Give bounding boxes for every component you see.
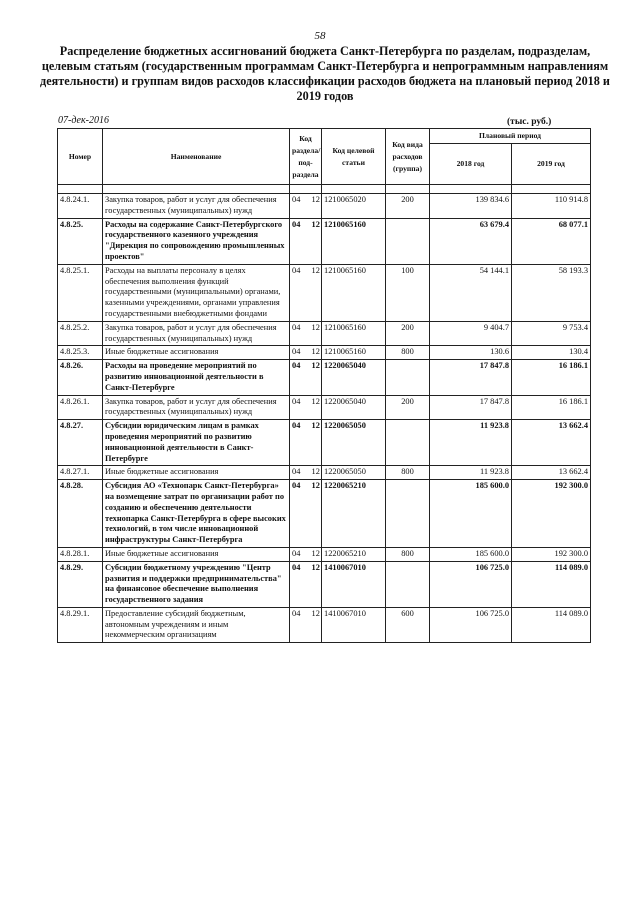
cell-y2019: 16 186.1: [512, 360, 591, 395]
cell-y2019: 192 300.0: [512, 547, 591, 561]
cell-y2018: 185 600.0: [430, 480, 512, 548]
document-date: 07-дек-2016: [58, 115, 109, 126]
cell-name: Расходы на проведение мероприятий по развитию инновационной деятельности в Санкт-Петербурге: [103, 360, 290, 395]
cell-csr: 1220065050: [322, 466, 386, 480]
cell-name: Субсидии бюджетному учреждению "Центр развития и поддержки предпринимательства" на финансовое обеспечение выполнения государственного задания: [103, 561, 290, 607]
cell-csr: 1210065160: [322, 321, 386, 346]
cell-y2018: 106 725.0: [430, 561, 512, 607]
cell-vr: 100: [386, 264, 430, 321]
cell-vr: [386, 218, 430, 264]
col-header-2019: 2019 год: [512, 144, 591, 185]
table-row: [58, 194, 591, 219]
col-header-period: Плановый период: [430, 129, 591, 144]
cell-razdel: 04: [290, 218, 310, 264]
cell-csr: 1210065160: [322, 218, 386, 264]
cell-y2019: 58 193.3: [512, 264, 591, 321]
cell-name: Закупка товаров, работ и услуг для обеспечения государственных (муниципальных) нужд: [103, 321, 290, 346]
table-row: [58, 547, 591, 561]
table-row: [58, 480, 591, 548]
cell-y2019: 130.4: [512, 346, 591, 360]
cell-csr: 1410067010: [322, 607, 386, 642]
cell-vr: [386, 561, 430, 607]
cell-y2018: 185 600.0: [430, 547, 512, 561]
cell-vr: 800: [386, 346, 430, 360]
cell-y2019: 192 300.0: [512, 480, 591, 548]
cell-vr: 200: [386, 395, 430, 420]
cell-num: 4.8.28.1.: [58, 547, 103, 561]
table-row: [58, 264, 591, 321]
cell-razdel: 04: [290, 420, 310, 466]
cell-razdel: 04: [290, 264, 310, 321]
col-header-razdel: Код раздела/ под- раздела: [290, 129, 322, 185]
cell-csr: 1210065160: [322, 264, 386, 321]
cell-num: 4.8.26.: [58, 360, 103, 395]
cell-vr: 200: [386, 194, 430, 219]
cell-vr: [386, 480, 430, 548]
cell-num: 4.8.27.: [58, 420, 103, 466]
col-header-name: Наименование: [103, 129, 290, 185]
cell-podrazdel: 12: [310, 547, 322, 561]
cell-razdel: 04: [290, 607, 310, 642]
cell-num: 4.8.25.: [58, 218, 103, 264]
cell-razdel: 04: [290, 466, 310, 480]
cell-podrazdel: 12: [310, 264, 322, 321]
table-row: [58, 395, 591, 420]
col-header-2018: 2018 год: [430, 144, 512, 185]
cell-y2019: 114 089.0: [512, 561, 591, 607]
cell-podrazdel: 12: [310, 466, 322, 480]
cell-num: 4.8.26.1.: [58, 395, 103, 420]
table-row: [58, 360, 591, 395]
cell-num: 4.8.25.3.: [58, 346, 103, 360]
cell-vr: [386, 420, 430, 466]
col-header-vr: Код вида расходов (группа): [386, 129, 430, 185]
cell-name: Закупка товаров, работ и услуг для обеспечения государственных (муниципальных) нужд: [103, 395, 290, 420]
cell-name: Предоставление субсидий бюджетным, автономным учреждениям и иным некоммерческим организациям: [103, 607, 290, 642]
budget-table: [57, 128, 591, 643]
cell-y2019: 68 077.1: [512, 218, 591, 264]
cell-razdel: 04: [290, 321, 310, 346]
cell-podrazdel: 12: [310, 561, 322, 607]
cell-csr: 1220065210: [322, 547, 386, 561]
table-row: [58, 346, 591, 360]
cell-y2018: 106 725.0: [430, 607, 512, 642]
cell-y2018: 9 404.7: [430, 321, 512, 346]
table-row: [58, 321, 591, 346]
cell-y2018: 17 847.8: [430, 360, 512, 395]
table-row: [58, 218, 591, 264]
cell-razdel: 04: [290, 547, 310, 561]
cell-vr: 200: [386, 321, 430, 346]
cell-podrazdel: 12: [310, 395, 322, 420]
cell-podrazdel: 12: [310, 321, 322, 346]
cell-razdel: 04: [290, 395, 310, 420]
cell-y2018: 17 847.8: [430, 395, 512, 420]
cell-name: Иные бюджетные ассигнования: [103, 547, 290, 561]
cell-csr: 1220065040: [322, 360, 386, 395]
col-header-num: Номер: [58, 129, 103, 185]
table-row: [58, 420, 591, 466]
cell-num: 4.8.25.1.: [58, 264, 103, 321]
cell-num: 4.8.24.1.: [58, 194, 103, 219]
cell-csr: 1210065160: [322, 346, 386, 360]
cell-y2019: 114 089.0: [512, 607, 591, 642]
cell-num: 4.8.29.: [58, 561, 103, 607]
cell-y2019: 13 662.4: [512, 466, 591, 480]
cell-num: 4.8.25.2.: [58, 321, 103, 346]
cell-num: 4.8.28.: [58, 480, 103, 548]
cell-vr: 800: [386, 466, 430, 480]
cell-y2019: 110 914.8: [512, 194, 591, 219]
units-label: (тыс. руб.): [507, 117, 552, 127]
cell-csr: 1220065050: [322, 420, 386, 466]
cell-name: Иные бюджетные ассигнования: [103, 346, 290, 360]
cell-y2018: 11 923.8: [430, 466, 512, 480]
cell-podrazdel: 12: [310, 360, 322, 395]
header-spacer-row: [58, 185, 591, 194]
cell-name: Субсидии юридическим лицам в рамках проведения мероприятий по развитию инновационной деятельности в Санкт-Петербурге: [103, 420, 290, 466]
cell-csr: 1220065210: [322, 480, 386, 548]
table-row: [58, 561, 591, 607]
cell-podrazdel: 12: [310, 194, 322, 219]
cell-csr: 1410067010: [322, 561, 386, 607]
cell-vr: 600: [386, 607, 430, 642]
cell-podrazdel: 12: [310, 218, 322, 264]
cell-razdel: 04: [290, 194, 310, 219]
cell-y2019: 16 186.1: [512, 395, 591, 420]
cell-podrazdel: 12: [310, 607, 322, 642]
document-title: Распределение бюджетных ассигнований бюджета Санкт-Петербурга по разделам, подразделам, целевым статьям (государственным программам Санкт-Петербурга и непрограммным направлениям деятельности) и группам видов расходов классификации расходов бюджета на плановый период 2018 и 2019 годов: [40, 44, 610, 103]
cell-name: Закупка товаров, работ и услуг для обеспечения государственных (муниципальных) нужд: [103, 194, 290, 219]
cell-vr: 800: [386, 547, 430, 561]
cell-y2018: 63 679.4: [430, 218, 512, 264]
table-row: [58, 466, 591, 480]
cell-podrazdel: 12: [310, 480, 322, 548]
cell-y2018: 54 144.1: [430, 264, 512, 321]
cell-csr: 1210065020: [322, 194, 386, 219]
cell-razdel: 04: [290, 346, 310, 360]
cell-num: 4.8.27.1.: [58, 466, 103, 480]
cell-podrazdel: 12: [310, 346, 322, 360]
cell-vr: [386, 360, 430, 395]
page-number: 58: [314, 30, 326, 42]
cell-csr: 1220065040: [322, 395, 386, 420]
cell-y2018: 11 923.8: [430, 420, 512, 466]
col-header-csr: Код целевой статьи: [322, 129, 386, 185]
cell-y2019: 13 662.4: [512, 420, 591, 466]
cell-razdel: 04: [290, 480, 310, 548]
cell-y2019: 9 753.4: [512, 321, 591, 346]
cell-y2018: 139 834.6: [430, 194, 512, 219]
cell-razdel: 04: [290, 360, 310, 395]
cell-num: 4.8.29.1.: [58, 607, 103, 642]
cell-name: Расходы на содержание Санкт-Петербургского государственного казенного учреждения "Дирекция по сопровождению промышленных проектов": [103, 218, 290, 264]
cell-podrazdel: 12: [310, 420, 322, 466]
table-row: [58, 607, 591, 642]
cell-name: Субсидия АО «Технопарк Санкт-Петербурга» на возмещение затрат по организации работ по созданию и обеспечению деятельности технопарка Санкт-Петербурга в сфере высоких технологий, в том числе инновационной инфраструктуры Санкт-Петербурга: [103, 480, 290, 548]
header-row: [58, 129, 591, 144]
cell-name: Иные бюджетные ассигнования: [103, 466, 290, 480]
cell-y2018: 130.6: [430, 346, 512, 360]
cell-name: Расходы на выплаты персоналу в целях обеспечения выполнения функций государственными (муниципальными) органами, казенными учреждениями, органами управления государственными внебюджетными фондами: [103, 264, 290, 321]
cell-razdel: 04: [290, 561, 310, 607]
